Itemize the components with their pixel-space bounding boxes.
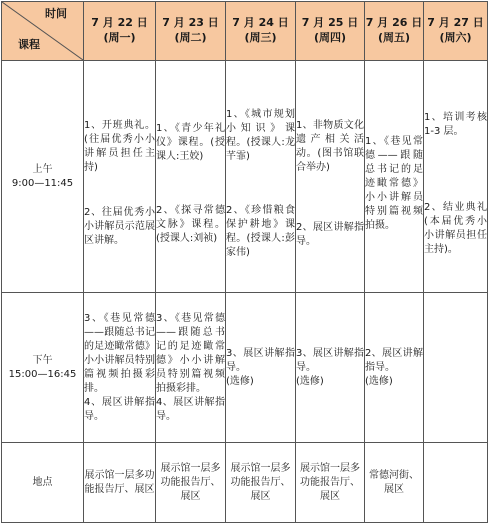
schedule-item: 4、展区讲解指导。 (156, 396, 225, 422)
schedule-item: 2、展区讲解指导。 (296, 221, 364, 247)
afternoon-cell-4 (296, 293, 365, 443)
afternoon-cell-6 (424, 293, 488, 443)
location-label: 地点 (32, 476, 53, 488)
morning-row (2, 61, 488, 293)
day-weekday: (周二) (174, 31, 207, 44)
schedule-item: (选修) (226, 375, 254, 387)
day-header-5 (365, 2, 424, 61)
morning-cell-3 (226, 61, 296, 293)
day-date: 7 月 25 日 (301, 16, 359, 30)
schedule-item: 4、展区讲解指导。 (84, 396, 155, 422)
location-label-cell (2, 443, 84, 523)
schedule-item: 1、《巷见常德——跟随总书记的足迹瞰常德》小小讲解员特别篇视频拍摄。 (365, 135, 423, 231)
schedule-item: 1、《城市规划小知识》课程。(授课人:龙芊霏) (226, 108, 295, 162)
schedule-item: 2、《探寻常德文脉》课程。(授课人:刘祯) (156, 204, 225, 244)
schedule-table (1, 1, 488, 523)
afternoon-cell-1 (84, 293, 156, 443)
location-cell-1: 展示馆一层多功能报告厅、展区 (84, 443, 156, 523)
day-date: 7 月 26 日 (365, 16, 423, 30)
header-course-label: 课程 (18, 38, 40, 52)
day-header-4 (296, 2, 365, 61)
day-header-2 (156, 2, 226, 61)
location-cell-2: 展示馆一层多功能报告厅、展区 (156, 443, 226, 523)
location-row (2, 443, 488, 523)
schedule-item: 2、结业典礼(本届优秀小小讲解员担任主持)。 (424, 201, 487, 255)
schedule-item: 2、《珍惜粮食 保护耕地》课程。(授课人:彭家伟) (226, 204, 295, 258)
day-weekday: (周六) (439, 31, 472, 44)
location-cell-4: 展示馆一层多功能报告厅、展区 (296, 443, 365, 523)
schedule-item: 3、《巷见常德——跟随总书记的足迹瞰常德》小小讲解员特别篇视频拍摄彩排。 (84, 312, 155, 394)
location-cell-5: 常德河街、展区 (365, 443, 424, 523)
location-cell-6 (424, 443, 488, 523)
header-time-label: 时间 (45, 7, 67, 20)
afternoon-cell-5 (365, 293, 424, 443)
schedule-item: 1、培训考核 1-3 层。 (424, 111, 487, 137)
morning-cell-2 (156, 61, 226, 293)
schedule-item: 1、非物质文化遗产相关活动。(图书馆联合举办) (296, 119, 364, 173)
schedule-item: (选修) (296, 375, 324, 387)
schedule-item: 3、展区讲解指导。 (296, 347, 364, 373)
morning-time: 9:00—11:45 (11, 177, 74, 189)
day-header-3 (226, 2, 296, 61)
schedule-item: 1、《青少年礼仪》课程。(授课人:王姣) (156, 122, 225, 162)
day-date: 7 月 23 日 (162, 16, 219, 30)
location-cell-3: 展示馆一层多功能报告厅、展区 (226, 443, 296, 523)
schedule-item: 2、展区讲解指导。 (365, 347, 423, 373)
morning-cell-4 (296, 61, 365, 293)
afternoon-time: 15:00—16:45 (8, 368, 77, 380)
day-header-6 (424, 2, 488, 61)
day-weekday: (周三) (244, 31, 277, 44)
afternoon-cell-2 (156, 293, 226, 443)
day-weekday: (周四) (313, 31, 347, 44)
afternoon-label-cell (2, 293, 84, 443)
day-weekday: (周一) (103, 31, 136, 44)
day-weekday: (周五) (377, 31, 411, 44)
schedule-item: 3、《巷见常德——跟随总书记的足迹瞰常德》小小讲解员特别篇视频拍摄彩排。 (156, 312, 225, 394)
afternoon-label: 下午 (32, 354, 53, 366)
schedule-item: 2、往届优秀小小讲解员示范展区讲解。 (84, 207, 155, 246)
morning-cell-5 (365, 61, 424, 293)
diagonal-divider (2, 2, 83, 60)
day-date: 7 月 24 日 (232, 16, 289, 30)
morning-label: 上午 (32, 163, 53, 175)
afternoon-cell-3 (226, 293, 296, 443)
schedule-item: 1、开班典礼。(往届优秀小小讲解员担任主持) (84, 120, 155, 173)
schedule-item: (选修) (365, 375, 393, 387)
afternoon-row (2, 293, 488, 443)
corner-cell (2, 2, 84, 61)
day-header-1 (84, 2, 156, 61)
morning-cell-6 (424, 61, 488, 293)
day-date: 7 月 27 日 (427, 16, 484, 30)
schedule-item: 3、展区讲解指导。 (226, 347, 295, 373)
morning-cell-1 (84, 61, 156, 293)
morning-label-cell (2, 61, 84, 293)
header-row (2, 2, 488, 61)
day-date: 7 月 22 日 (91, 16, 148, 30)
